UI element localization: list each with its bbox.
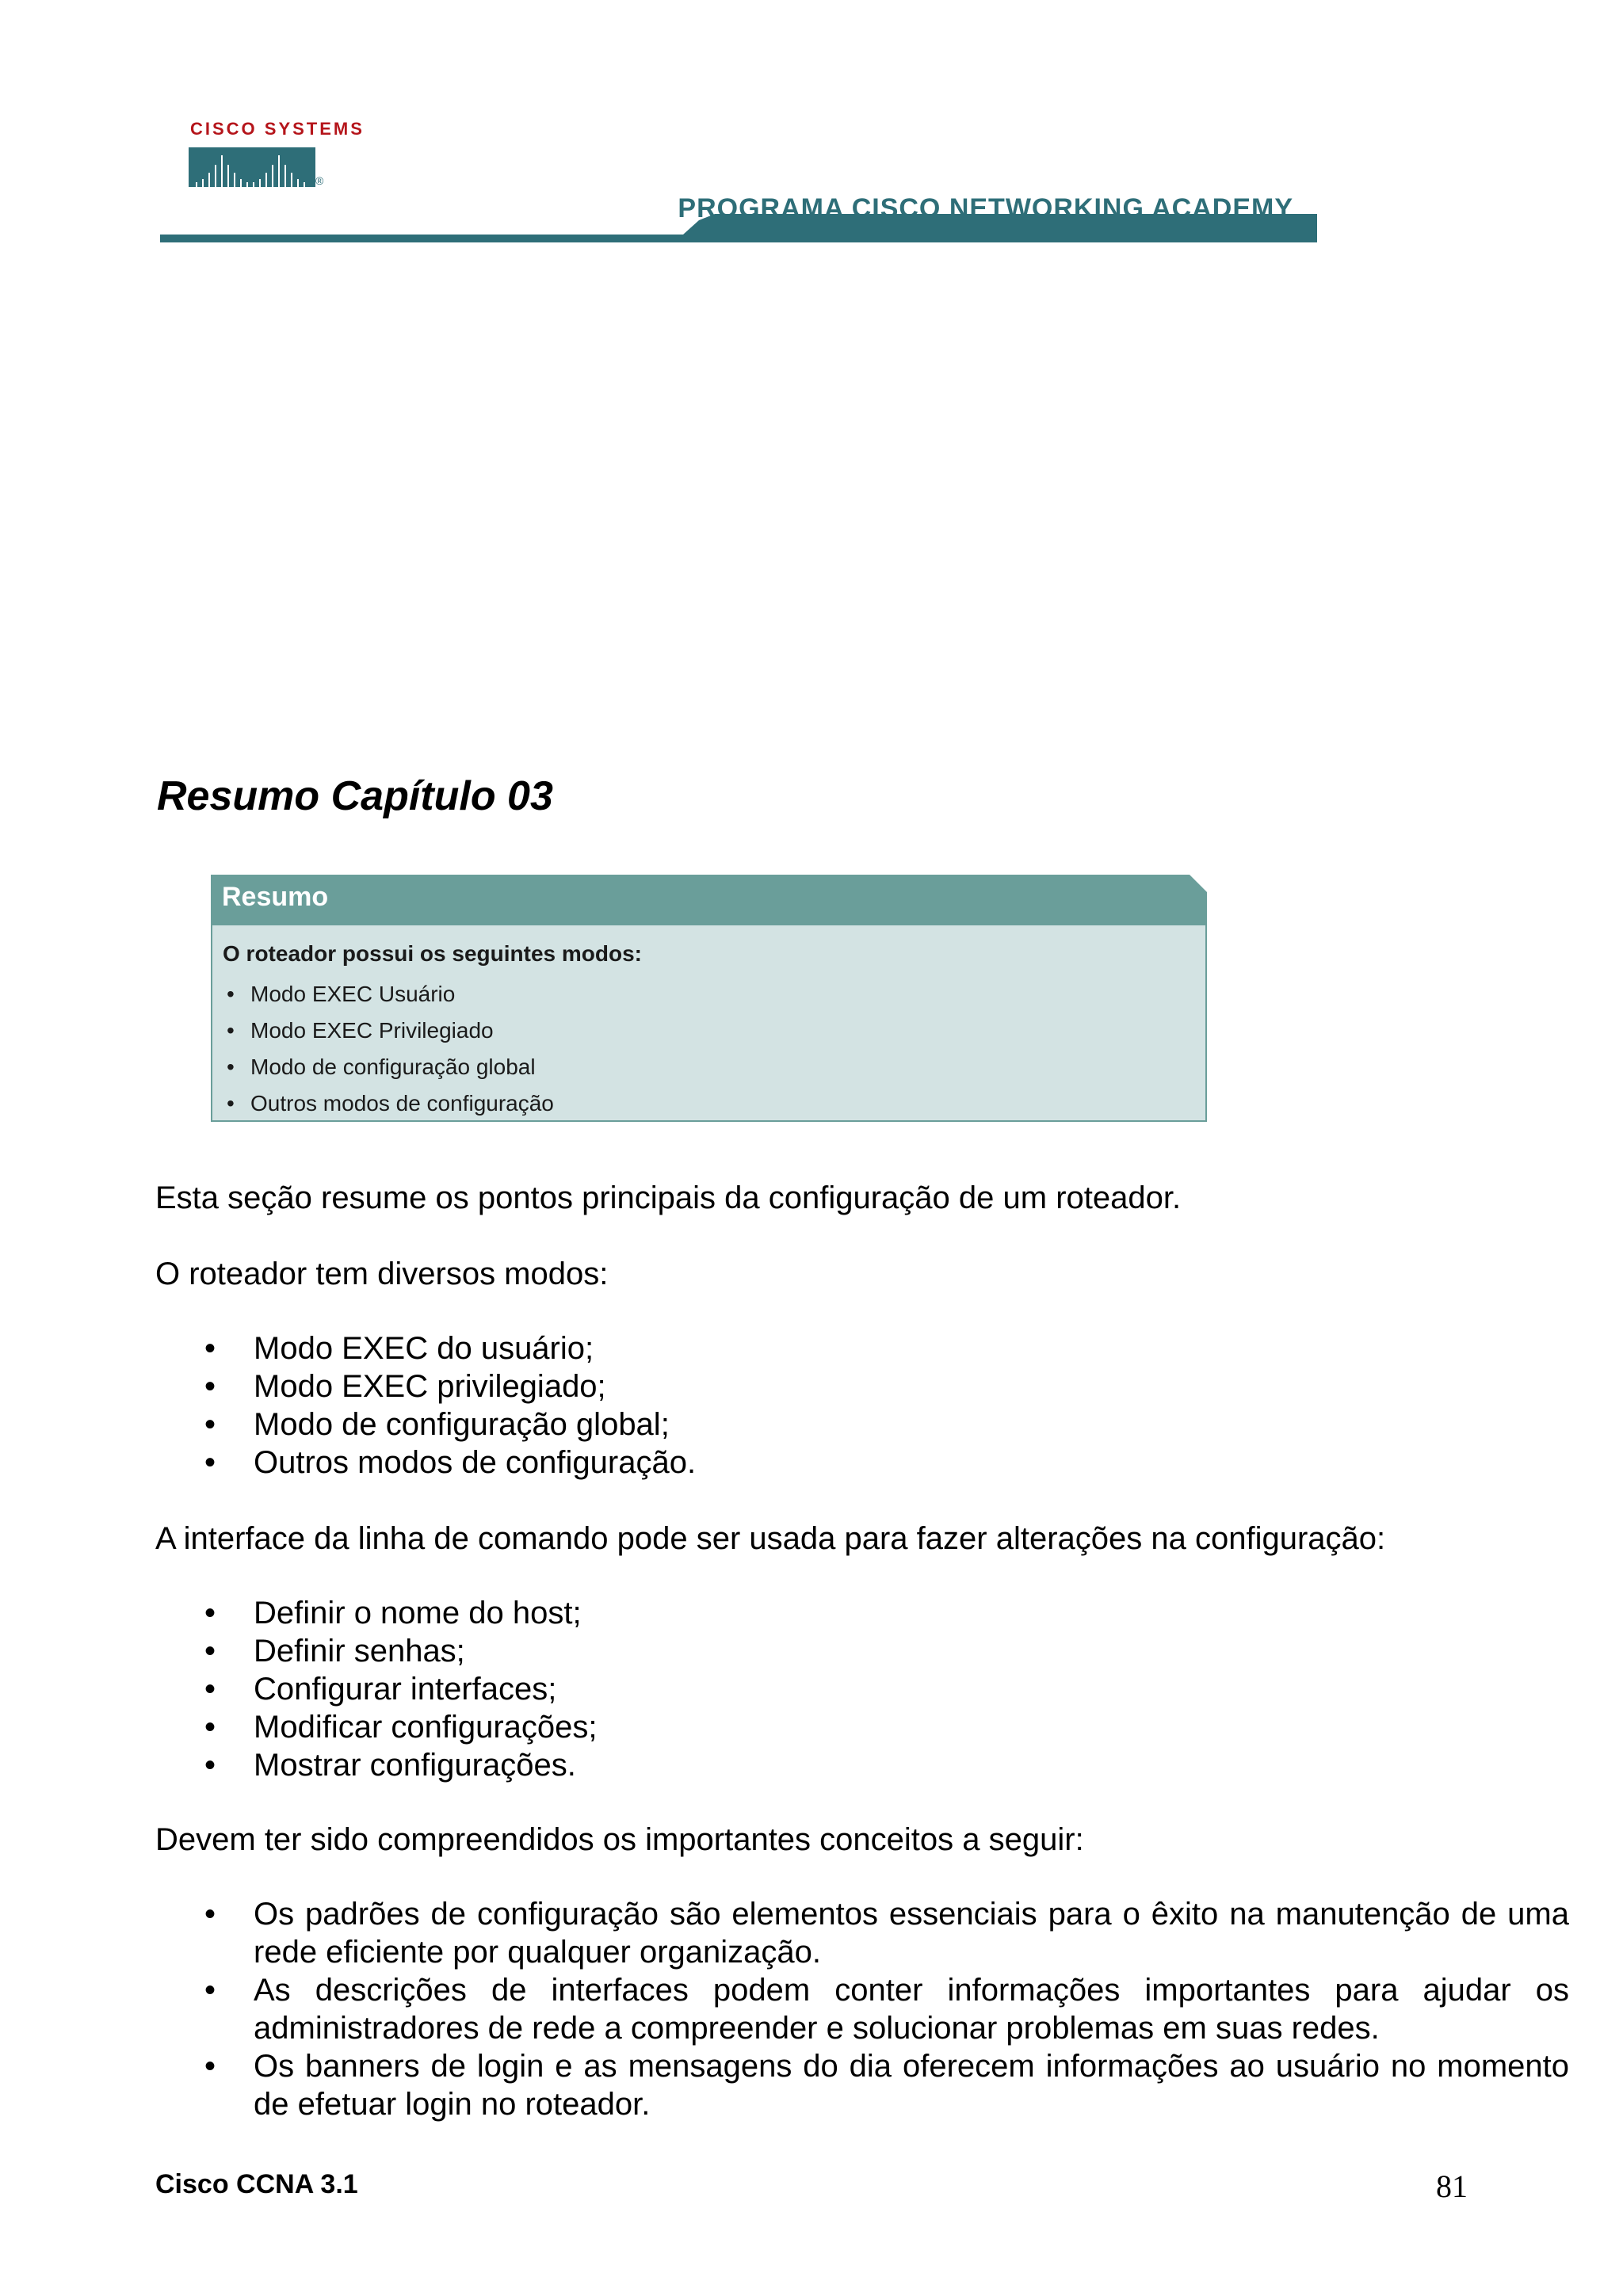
list-item: • Outros modos de configuração [227, 1085, 554, 1122]
cisco-systems-logo [189, 119, 365, 190]
cli-list [155, 1594, 598, 1784]
cisco-bridge-icon [189, 147, 315, 187]
list-item: • Modo EXEC do usuário; [155, 1329, 696, 1367]
footer-course-label: Cisco CCNA 3.1 [155, 2169, 358, 2199]
list-item: • Modo de configuração global [227, 1049, 554, 1085]
list-item: • Os banners de login e as mensagens do dia oferecem informações ao usuário no momento de efetuar login no roteador. [155, 2047, 1569, 2123]
list-item: • Definir o nome do host; [155, 1594, 598, 1632]
list-item: • Mostrar configurações. [155, 1746, 598, 1784]
list-item: • Definir senhas; [155, 1632, 598, 1670]
list-item: • Os padrões de configuração são elementos essenciais para o êxito na manutenção de uma rede eficiente por qualquer organização. [155, 1895, 1569, 1971]
list-item: • Modificar configurações; [155, 1708, 598, 1746]
concepts-list [155, 1895, 1569, 2123]
concepts-intro-paragraph: Devem ter sido compreendidos os importantes conceitos a seguir: [155, 1822, 1084, 1857]
list-item: • Modo de configuração global; [155, 1405, 696, 1444]
cisco-brand-text: CISCO SYSTEMS [190, 119, 365, 139]
list-item: • Configurar interfaces; [155, 1670, 598, 1708]
list-item: • Outros modos de configuração. [155, 1444, 696, 1482]
page-number: 81 [1436, 2168, 1468, 2204]
list-item: • As descrições de interfaces podem conter informações importantes para ajudar os administradores de rede a compreender e solucionar problemas em suas redes. [155, 1971, 1569, 2047]
cli-intro-paragraph: A interface da linha de comando pode ser usada para fazer alterações na configuração: [155, 1521, 1386, 1556]
list-item: • Modo EXEC privilegiado; [155, 1367, 696, 1405]
list-item: • Modo EXEC Privilegiado [227, 1013, 554, 1049]
registered-mark-icon: ® [315, 174, 324, 187]
summary-panel-intro: O roteador possui os seguintes modos: [223, 941, 642, 966]
summary-panel-header [211, 875, 1207, 925]
summary-panel-list [227, 976, 554, 1122]
summary-panel [211, 875, 1207, 1123]
intro-paragraph: Esta seção resume os pontos principais da configuração de um roteador. [155, 1180, 1182, 1215]
summary-panel-body [211, 925, 1207, 1122]
academy-title: PROGRAMA CISCO NETWORKING ACADEMY [678, 193, 1293, 223]
modes-list [155, 1329, 696, 1482]
summary-panel-heading: Resumo [222, 882, 329, 912]
list-item: • Modo EXEC Usuário [227, 976, 554, 1013]
academy-header-band [160, 193, 1317, 246]
chapter-title: Resumo Capítulo 03 [157, 773, 553, 819]
modes-intro-paragraph: O roteador tem diversos modos: [155, 1257, 609, 1291]
